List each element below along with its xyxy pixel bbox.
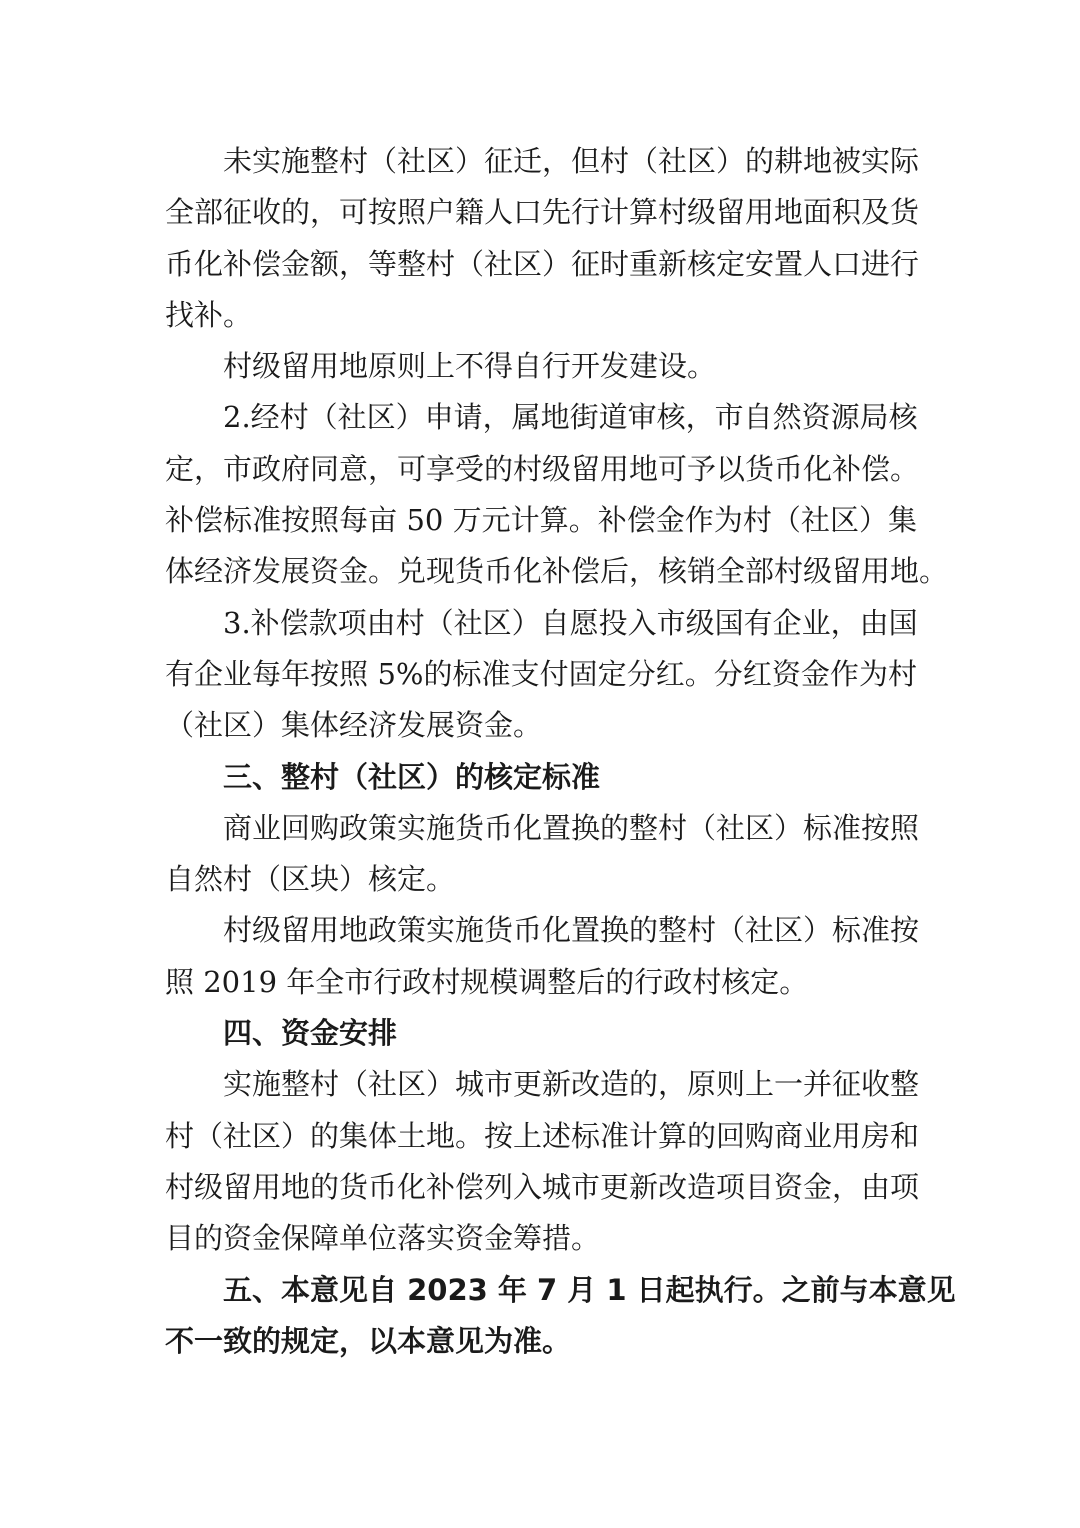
paragraph-line: 自然村（区块）核定。 bbox=[165, 862, 456, 897]
paragraph-line: （社区）集体经济发展资金。 bbox=[165, 708, 543, 743]
paragraph-line: 补偿标准按照每亩 50 万元计算。补偿金作为村（社区）集 bbox=[165, 503, 917, 538]
paragraph-line: 全部征收的，可按照户籍人口先行计算村级留用地面积及货 bbox=[165, 195, 920, 230]
paragraph-line: 村（社区）的集体土地。按上述标准计算的回购商业用房和 bbox=[165, 1118, 920, 1153]
section-heading-line: 三、整村（社区）的核定标准 bbox=[223, 759, 601, 794]
paragraph-line: 村级留用地的货币化补偿列入城市更新改造项目资金，由项 bbox=[165, 1169, 920, 1204]
paragraph-line: 定，市政府同意，可享受的村级留用地可予以货币化补偿。 bbox=[165, 451, 920, 486]
paragraph-line: 3.补偿款项由村（社区）自愿投入市级国有企业，由国 bbox=[223, 605, 918, 640]
paragraph-line: 目的资金保障单位落实资金筹措。 bbox=[165, 1221, 601, 1256]
section-heading-line: 不一致的规定，以本意见为准。 bbox=[165, 1323, 572, 1358]
section-heading-line: 四、资金安排 bbox=[223, 1016, 398, 1051]
paragraph-line: 村级留用地原则上不得自行开发建设。 bbox=[223, 349, 717, 384]
paragraph-line: 村级留用地政策实施货币化置换的整村（社区）标准按 bbox=[223, 913, 920, 948]
paragraph-line: 照 2019 年全市行政村规模调整后的行政村核定。 bbox=[165, 964, 809, 999]
section-heading-line: 五、本意见自 2023 年 7 月 1 日起执行。之前与本意见 bbox=[223, 1272, 956, 1307]
paragraph-line: 找补。 bbox=[165, 297, 253, 332]
paragraph-line: 2.经村（社区）申请，属地街道审核，市自然资源局核 bbox=[223, 400, 918, 435]
paragraph-line: 有企业每年按照 5%的标准支付固定分红。分红资金作为村 bbox=[165, 656, 917, 691]
document-body bbox=[165, 136, 956, 1367]
document-page bbox=[165, 136, 956, 1367]
paragraph-line: 币化补偿金额，等整村（社区）征时重新核定安置人口进行 bbox=[165, 246, 920, 281]
paragraph-line: 商业回购政策实施货币化置换的整村（社区）标准按照 bbox=[223, 810, 920, 845]
paragraph-line: 实施整村（社区）城市更新改造的，原则上一并征收整 bbox=[223, 1067, 920, 1102]
paragraph-line: 未实施整村（社区）征迁，但村（社区）的耕地被实际 bbox=[223, 144, 920, 178]
paragraph-line: 体经济发展资金。兑现货币化补偿后，核销全部村级留用地。 bbox=[165, 554, 949, 589]
